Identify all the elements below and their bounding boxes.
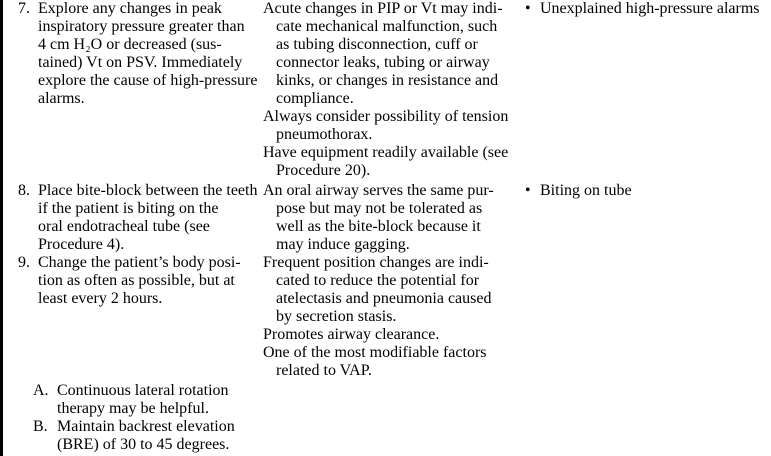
rationale-line: related to VAP. [276,362,372,379]
consideration-item [525,182,771,200]
step-line-text: Change the patient’s body posi- [38,254,241,271]
step-line-text: Explore any changes in peak [38,0,222,17]
step-number: 8. [18,182,30,199]
rationale-line: as tubing disconnection, cuff or [276,36,478,53]
rationale-line: kinks, or changes in resistance and [276,72,499,89]
rationale-line: Promotes airway clearance. [263,326,440,343]
rationale-line: Acute changes in PIP or Vt may indi- [263,0,503,17]
rationale-cell-7 [263,0,525,180]
rationale-line: may induce gagging. [276,236,410,253]
considerations-cell-7 [525,0,771,18]
bullet-icon: • [525,182,531,199]
rationale-line: atelectasis and pneumonia caused [276,290,492,307]
step-cell-8 [18,182,270,254]
rationale-line: Frequent position changes are indi- [263,254,489,271]
step-line-text: Place bite-block between the teeth [38,182,258,199]
step-line: least every 2 hours. [38,290,163,307]
substeps-cell [33,382,270,454]
substep-line-text: Maintain backrest elevation [57,418,235,435]
rationale-line: connector leaks, tubing or airway [276,54,490,71]
rationale-line: pneumothorax. [276,126,373,143]
step-line [18,0,270,18]
step-line: if the patient is biting on the [38,200,219,217]
step-line: tained) Vt on PSV. Immediately [38,54,243,71]
rationale-line: compliance. [276,90,354,107]
step-line: Procedure 4). [38,236,125,253]
step-line: alarms. [38,90,85,107]
substep-letter: B. [33,418,48,435]
consideration-text: Biting on tube [540,182,632,199]
rationale-line: well as the bite-block because it [276,218,481,235]
substep-line [33,418,270,436]
considerations-cell-8 [525,182,771,200]
left-page-border [0,0,3,456]
step-line: tion as often as possible, but at [38,272,235,289]
step-line [18,182,270,200]
step-cell-7 [18,0,270,108]
step-line: inspiratory pressure greater than [38,18,245,35]
bullet-icon: • [525,0,531,17]
rationale-line: An oral airway serves the same pur- [263,182,494,199]
step-line: 4 cm H₂O or decreased (sus- [38,36,222,53]
step-number: 7. [18,0,30,17]
substep-letter: A. [33,382,49,399]
consideration-item [525,0,771,18]
rationale-line: by secretion stasis. [276,308,397,325]
step-number: 9. [18,254,30,271]
rationale-line: pose but may not be tolerated as [276,200,483,217]
rationale-line: cate mechanical malfunction, such [276,18,498,35]
step-line: oral endotracheal tube (see [38,218,210,235]
substep-line: (BRE) of 30 to 45 degrees. [57,436,230,453]
rationale-line: cated to reduce the potential for [276,272,480,289]
substep-line: therapy may be helpful. [57,400,209,417]
rationale-cell-9 [263,254,525,380]
substep-line-text: Continuous lateral rotation [57,382,229,399]
step-line: explore the cause of high-pressure [38,72,258,89]
rationale-line: Procedure 20). [276,162,371,179]
step-cell-9 [18,254,270,308]
rationale-cell-8 [263,182,525,254]
rationale-line: Always consider possibility of tension [263,108,509,125]
consideration-text: Unexplained high-pressure alarms [540,0,760,17]
step-line [18,254,270,272]
rationale-line: One of the most modifiable factors [263,344,487,361]
substep-line [33,382,270,400]
rationale-line: Have equipment readily available (see [263,144,509,161]
